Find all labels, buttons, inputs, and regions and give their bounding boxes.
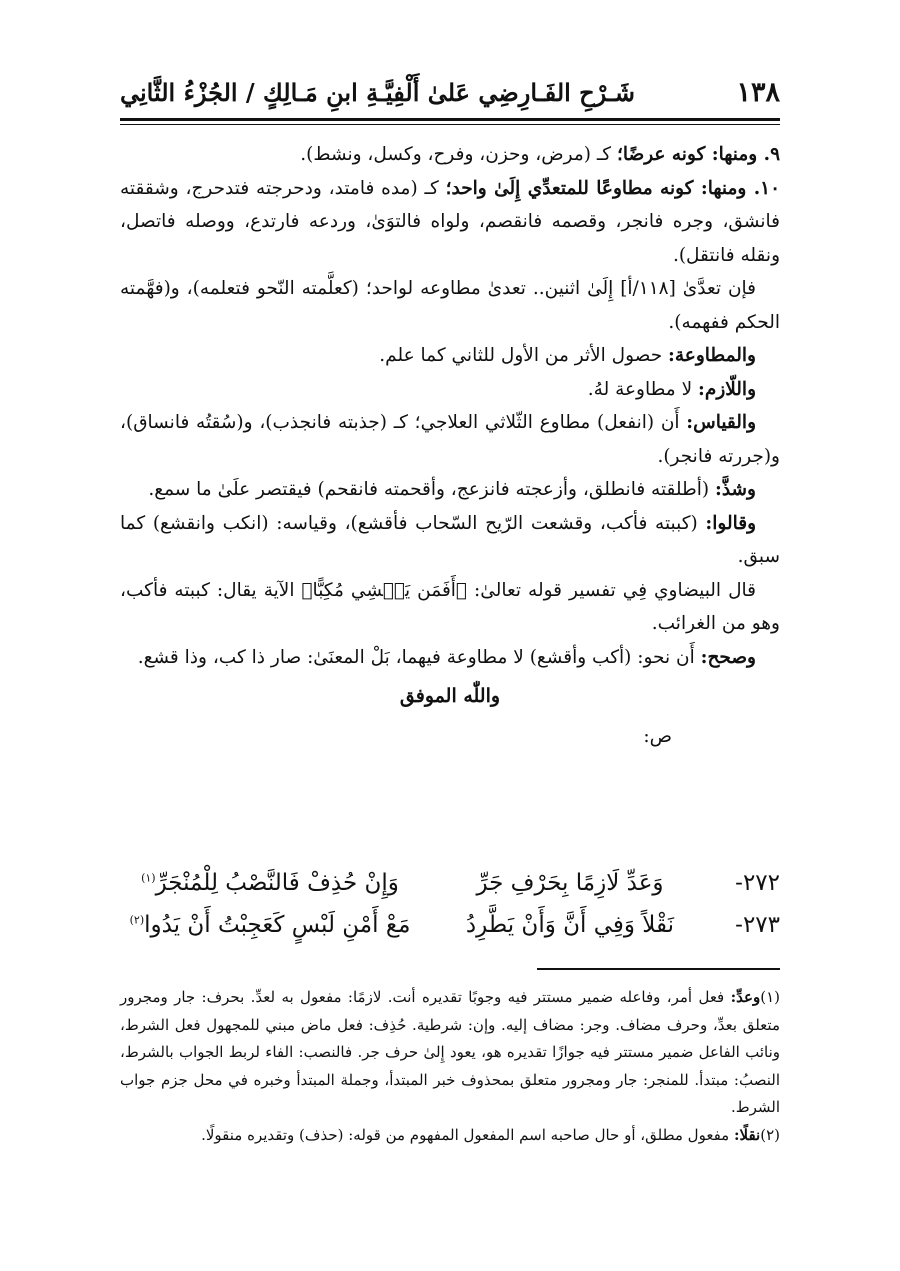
footnote-2-text: مفعول مطلق، أو حال صاحبه اسم المفعول المفهوم من قوله: (حذف) وتقديره منقولًا. <box>201 1125 734 1144</box>
main-text <box>120 138 780 753</box>
verse-second-half-text: مَعْ أَمْنِ لَبْسٍ كَعَجِبْتُ أَنْ يَدُوا <box>144 912 411 938</box>
lazim-label: واللّازم: <box>698 378 756 400</box>
definition-qiyas <box>120 406 780 473</box>
running-title: شَـرْحِ الفَـارِضِي عَلىٰ أَلْفِيَّـةِ ابنِ مَـالِكٍ / الجُزْءُ الثَّانِي <box>120 77 636 107</box>
qiyas-label: والقياس: <box>686 412 756 433</box>
verse-first-half: نَقْلاً وَفِي أَنَّ وَأَنْ يَطَّرِدُ <box>465 912 675 938</box>
header-rule-thick <box>120 118 780 121</box>
footnote-2-label: نقلًا: <box>733 1125 761 1144</box>
definition-mutawaa <box>120 339 780 373</box>
footnote-ref-2: (٢) <box>129 913 145 927</box>
footnote-1-label: وعدِّ: <box>730 988 761 1006</box>
mutawaa-label: والمطاوعة: <box>668 345 756 366</box>
footnotes <box>120 984 780 1149</box>
lazim-text: لا مطاوعة لهُ. <box>587 378 699 400</box>
sahhah-label: وصحح: <box>700 646 756 668</box>
verse-number: ٢٧٣- <box>735 912 780 938</box>
verse-second-half <box>120 870 420 896</box>
qalu-text: (كببته فأكب، وقشعت الرّيح السّحاب فأقشع)، وقياسه: (انكب وانقشع) كما سبق. <box>120 512 780 567</box>
footnote-separator <box>537 968 780 970</box>
verse-273 <box>120 906 780 944</box>
shadh-label: وشذَّ: <box>715 479 756 500</box>
page-number: ١٣٨ <box>736 76 780 108</box>
definition-lazim <box>120 373 780 407</box>
closing-phrase: واللّٰه الموفق <box>399 685 501 707</box>
sad-marker: ص: <box>643 725 672 747</box>
footnote-2-number: (٢) <box>760 1125 780 1144</box>
verse-first-half: وَعَدِّ لَازِمًا بِحَرْفِ جَرِّ <box>476 870 664 896</box>
footnote-2 <box>120 1122 780 1150</box>
mutawaa-text: حصول الأثر من الأول للثاني كما علم. <box>379 345 669 366</box>
qiyas-text: أَن (انفعل) مطاوع الثّلاثي العلاجي؛ كـ (جذبته فانجذب)، و(سُقتُه فانساق)، و(جررته فانجر). <box>120 412 780 467</box>
item-10 <box>120 172 780 273</box>
shadh-text: (أطلقته فانطلق، وأزعجته فانزعج، وأقحمته فانقحم) فيقتصر علَىٰ ما سمع. <box>148 479 716 500</box>
page-header <box>120 72 780 112</box>
footnote-1-number: (١) <box>760 988 780 1006</box>
item-9 <box>120 138 780 172</box>
item-10-label: ١٠. ومنها: كونه مطاوعًا للمتعدِّي إِلَىٰ واحد؛ <box>445 177 781 199</box>
header-rule-thin <box>120 124 780 125</box>
verse-272 <box>120 864 780 902</box>
paragraph-two-objects: فإن تعدَّىٰ [١١٨/أ] إِلَىٰ اثنين.. تعدىٰ مطاوعه لواحد؛ (كعلَّمته النّحو فتعلمه)، و(فهَّمته الحكم ففهمه). <box>120 278 780 333</box>
footnote-ref-1: (١) <box>141 871 156 885</box>
baydawi-quote: قال البيضاوي فِي تفسير قوله تعالىٰ: ﴿أَفَمَن يَمۡشِي مُكِبًّا﴾ الآية يقال: كببته فأكب، وهو من الغرائب. <box>120 579 780 634</box>
verse-second-half <box>120 912 420 938</box>
definition-qalu <box>120 507 780 574</box>
footnote-1 <box>120 984 780 1122</box>
item-9-text: كـ (مرض، وحزن، وفرح، وكسل، ونشط). <box>300 144 617 165</box>
definition-sahhah <box>120 641 780 675</box>
sahhah-text: أَن نحو: (أكب وأقشع) لا مطاوعة فيهما، بَلْ المعنَىٰ: صار ذا كب، وذا قشع. <box>137 646 701 668</box>
verse-number: ٢٧٢- <box>735 870 780 896</box>
qalu-label: وقالوا: <box>705 512 756 534</box>
footnote-1-text: فعل أمر، وفاعله ضمير مستتر فيه وجوبًا تقديره أنت. لازمًا: مفعول به لعدِّ. بحرف: جار ومجرور متعلق بعدِّ، وحرف مضاف. وجر: مضاف إليه. وإن: شرطية. حُذِف: فعل ماض مبني للمجهول فعل الشرط، ونائب الفاعل ضمير مستتر فيه جوازًا تقديره هو، يعود إِلىٰ حرف جر. فالنصب: الفاء لربط الجواب بالشرط، النصبُ: مبتدأ. للمنجر: جار ومجرور متعلق بمحذوف خبر المبتدأ، وجملة المبتدأ وخبره في محل جزم جواب الشرط. <box>120 988 780 1116</box>
item-10-text: كـ (مده فامتد، ودحرجته فتدحرج، وشققته فانشق، وجره فانجر، وقصمه فانقصم، ولواه فالتوَىٰ، وردعه فارتدع، ووصله فاتصل، ونقله فانتقل). <box>120 177 780 266</box>
verse-second-half-text: وَإِنْ حُذِفْ فَالنَّصْبُ لِلْمُنْجَرِّ <box>155 870 399 896</box>
item-9-label: ٩. ومنها: كونه عرضًا؛ <box>616 144 780 165</box>
definition-shadh <box>120 473 780 507</box>
